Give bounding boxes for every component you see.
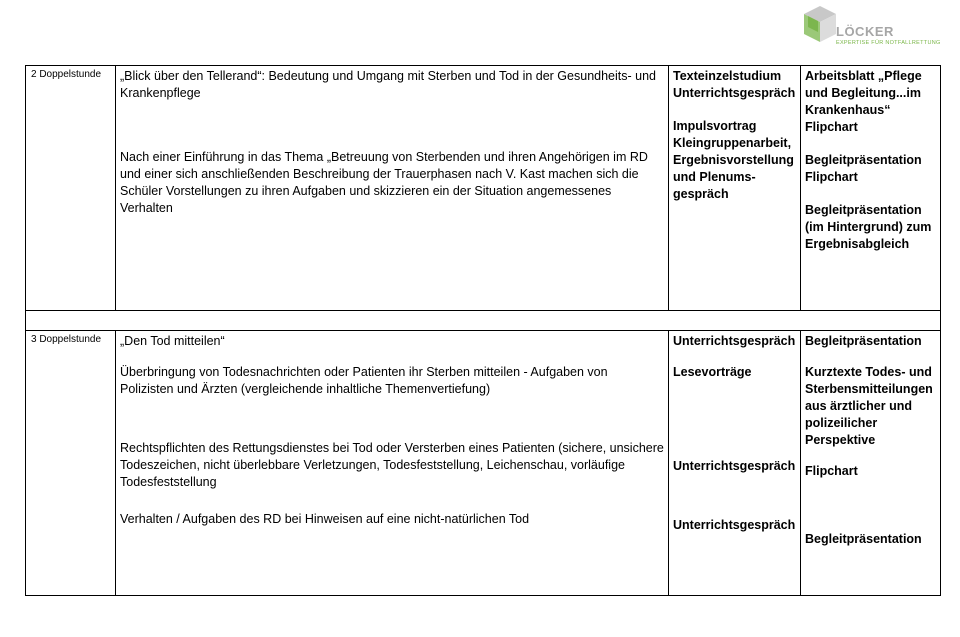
media-cell — [801, 66, 941, 311]
locker-logo — [800, 4, 950, 48]
media-text: Flipchart — [805, 464, 858, 478]
media-text: Kurztexte Todes- und Sterbensmitteilungen aus ärztlicher und polizeilicher Perspektive — [805, 365, 933, 447]
lesson-plan-table — [25, 65, 941, 596]
logo-tagline: EXPERTISE FÜR NOTFALLRETTUNG — [836, 40, 941, 46]
content-text: Rechtspflichten des Rettungsdienstes bei Tod oder Versterben eines Patienten (sichere, unsichere Todeszeichen, nicht überlebbare Verletzungen, Todesfeststellung, Leichenschau, vorläufige Todesfeststellung — [120, 441, 664, 489]
method-text: Unterrichtsgespräch — [673, 334, 796, 348]
spacer-row — [26, 311, 941, 331]
content-text: „Blick über den Tellerand“: Bedeutung und Umgang mit Sterben und Tod in der Gesundheits- und Krankenpflege — [120, 69, 656, 100]
media-cell — [801, 331, 941, 596]
media-text: Begleitpräsentation (im Hintergrund) zum Ergebnisabgleich — [805, 203, 932, 251]
content-cell — [116, 331, 669, 596]
media-text: Arbeitsblatt „Pflege und Begleitung...im Krankenhaus“ Flipchart — [805, 69, 922, 134]
method-cell — [669, 66, 801, 311]
content-text: Verhalten / Aufgaben des RD bei Hinweisen auf eine nicht-natürlichen Tod — [120, 512, 530, 526]
method-text: Lesevorträge — [673, 365, 752, 379]
content-cell — [116, 66, 669, 311]
method-cell — [669, 331, 801, 596]
method-text: Unterrichtsgespräch — [673, 518, 796, 532]
cube-logo-icon — [800, 4, 840, 48]
method-text: Unterrichtsgespräch — [673, 459, 796, 473]
logo-name: LÖCKER — [836, 24, 894, 39]
table-row — [26, 66, 941, 311]
content-text: Nach einer Einführung in das Thema „Betreuung von Sterbenden und ihren Angehörigen im RD und einer sich anschließenden Beschreibung der Trauerphasen nach V. Kast machen sich die Schüler Vorstellungen zu ihren Aufgaben und skizzieren ein der Situation angemessenes Verhalten — [120, 150, 648, 215]
method-text: Texteinzelstudium Unterrichtsgespräch — [673, 69, 796, 100]
unit-cell: 3 Doppelstunde — [26, 331, 116, 596]
media-text: Begleitpräsentation — [805, 532, 922, 546]
content-text: „Den Tod mitteilen“ — [120, 334, 225, 348]
unit-cell: 2 Doppelstunde — [26, 66, 116, 311]
method-text: Impulsvortrag Kleingruppenarbeit, Ergebnisvorstellung und Plenums-gespräch — [673, 119, 794, 201]
spacer-cell — [26, 311, 941, 331]
media-text: Begleitpräsentation — [805, 334, 922, 348]
content-text: Überbringung von Todesnachrichten oder Patienten ihr Sterben mitteilen - Aufgaben von Polizisten und Ärzten (vergleichende inhaltliche Themenvertiefung) — [120, 365, 608, 396]
table-row — [26, 331, 941, 596]
media-text: Begleitpräsentation Flipchart — [805, 153, 922, 184]
